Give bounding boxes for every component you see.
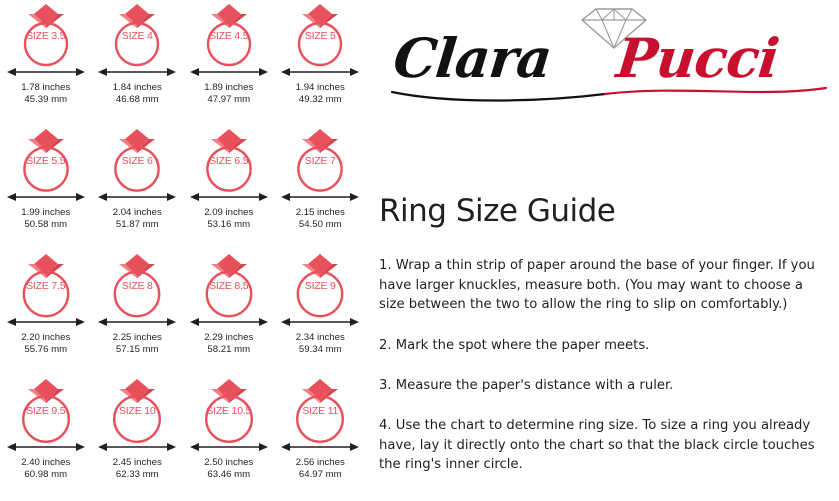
ring-row — [0, 250, 366, 375]
ring-size-label: SIZE 9 — [304, 280, 336, 292]
ring-size-label: SIZE 5.5 — [26, 155, 66, 167]
ring-mm: 58.21 mm — [207, 343, 251, 355]
ring-row — [0, 375, 366, 500]
ring-inches: 2.50 inches — [204, 457, 254, 468]
measure-arrow-icon — [281, 441, 359, 453]
ring-mm: 60.98 mm — [24, 468, 68, 480]
measure-arrow-icon — [98, 66, 176, 78]
ring-measurements — [92, 207, 184, 230]
ring-mm: 50.58 mm — [24, 218, 68, 230]
ring-cell — [0, 250, 92, 375]
ring-mm: 62.33 mm — [115, 468, 159, 480]
ring-inches: 1.89 inches — [204, 82, 254, 93]
ring-inches: 2.40 inches — [21, 457, 71, 468]
measure-arrow-icon — [7, 191, 85, 203]
ring-cell — [0, 0, 92, 125]
ring-mm: 45.39 mm — [24, 93, 68, 105]
ring-mm: 51.87 mm — [115, 218, 159, 230]
measure-arrow-icon — [281, 66, 359, 78]
ring-inches: 1.99 inches — [21, 207, 71, 218]
logo-swash — [390, 82, 830, 104]
ring-inches: 1.78 inches — [21, 82, 71, 93]
ring-inches: 2.56 inches — [295, 457, 345, 468]
ring-measurements — [183, 207, 275, 230]
ring-inches: 2.15 inches — [295, 207, 345, 218]
ring-cell — [183, 125, 275, 250]
guide-panel — [366, 0, 839, 501]
guide-step-4: 4. Use the chart to determine ring size. To size a ring you already have, lay it directly onto the chart so that the black circle touches the ring's inner circle. — [379, 418, 815, 472]
ring-cell — [183, 0, 275, 125]
ring-mm: 64.97 mm — [298, 468, 342, 480]
brand-name-second: Pucci — [613, 26, 782, 90]
ring-measurements — [183, 82, 275, 105]
measure-arrow-icon — [281, 316, 359, 328]
ring-size-label: SIZE 8.5 — [209, 280, 249, 292]
ring-measurements — [275, 82, 367, 105]
ring-cell — [275, 250, 367, 375]
ring-size-label: SIZE 10 — [118, 405, 156, 417]
ring-mm: 53.16 mm — [207, 218, 251, 230]
ring-measurements — [183, 332, 275, 355]
measure-arrow-icon — [98, 316, 176, 328]
ring-inches: 1.94 inches — [295, 82, 345, 93]
measure-arrow-icon — [281, 191, 359, 203]
measure-arrow-icon — [190, 441, 268, 453]
ring-size-label: SIZE 10.5 — [206, 405, 252, 417]
ring-measurements — [92, 332, 184, 355]
ring-size-label: SIZE 11 — [302, 405, 339, 417]
ring-measurements — [275, 457, 367, 480]
ring-cell — [275, 375, 367, 500]
measure-arrow-icon — [7, 316, 85, 328]
measure-arrow-icon — [190, 191, 268, 203]
guide-step-3: 3. Measure the paper's distance with a ruler. — [379, 378, 674, 393]
ring-cell — [183, 375, 275, 500]
ring-cell — [92, 125, 184, 250]
ring-cell — [92, 0, 184, 125]
ring-size-label: SIZE 4 — [121, 30, 153, 42]
ring-size-label: SIZE 6.5 — [209, 155, 249, 167]
ring-mm: 63.46 mm — [207, 468, 251, 480]
ring-cell — [92, 375, 184, 500]
ring-measurements — [275, 332, 367, 355]
ring-measurements — [92, 457, 184, 480]
ring-cell — [92, 250, 184, 375]
ring-mm: 55.76 mm — [24, 343, 68, 355]
ring-inches: 2.25 inches — [112, 332, 162, 343]
ring-size-label: SIZE 5 — [304, 30, 336, 42]
guide-step-2: 2. Mark the spot where the paper meets. — [379, 338, 650, 353]
ring-measurements — [275, 207, 367, 230]
ring-mm: 46.68 mm — [115, 93, 159, 105]
ring-size-label: SIZE 3.5 — [26, 30, 66, 42]
measure-arrow-icon — [7, 441, 85, 453]
ring-inches: 2.29 inches — [204, 332, 254, 343]
ring-size-label: SIZE 6 — [121, 155, 153, 167]
measure-arrow-icon — [98, 191, 176, 203]
brand-name-first: Clara — [390, 26, 555, 90]
ring-measurements — [0, 457, 92, 480]
ring-inches: 2.20 inches — [21, 332, 71, 343]
ring-measurements — [0, 82, 92, 105]
ring-inches: 2.09 inches — [204, 207, 254, 218]
ring-size-chart — [0, 0, 366, 501]
ring-size-label: SIZE 7 — [304, 155, 336, 167]
measure-arrow-icon — [7, 66, 85, 78]
ring-row — [0, 0, 366, 125]
brand-logo — [372, 4, 832, 112]
ring-cell — [0, 375, 92, 500]
ring-size-label: SIZE 7.5 — [26, 280, 66, 292]
ring-inches: 2.45 inches — [112, 457, 162, 468]
ring-measurements — [0, 332, 92, 355]
page-title: Ring Size Guide — [379, 193, 616, 229]
ring-mm: 49.32 mm — [298, 93, 342, 105]
measure-arrow-icon — [98, 441, 176, 453]
ring-size-label: SIZE 9.5 — [26, 405, 66, 417]
ring-inches: 2.34 inches — [295, 332, 345, 343]
ring-cell — [275, 125, 367, 250]
ring-mm: 47.97 mm — [207, 93, 251, 105]
ring-measurements — [0, 207, 92, 230]
ring-inches: 1.84 inches — [112, 82, 162, 93]
ring-cell — [0, 125, 92, 250]
ring-measurements — [92, 82, 184, 105]
ring-mm: 57.15 mm — [115, 343, 159, 355]
ring-inches: 2.04 inches — [112, 207, 162, 218]
ring-size-label: SIZE 8 — [121, 280, 153, 292]
ring-mm: 54.50 mm — [298, 218, 342, 230]
ring-mm: 59.34 mm — [298, 343, 342, 355]
measure-arrow-icon — [190, 66, 268, 78]
ring-measurements — [183, 457, 275, 480]
ring-cell — [275, 0, 367, 125]
ring-size-label: SIZE 4.5 — [209, 30, 249, 42]
ring-row — [0, 125, 366, 250]
ring-cell — [183, 250, 275, 375]
guide-step-1: 1. Wrap a thin strip of paper around the base of your finger. If you have larger knuckles, measure both. (You may want to choose a size between the two to allow the ring to slip on comfortably.) — [379, 258, 815, 312]
measure-arrow-icon — [190, 316, 268, 328]
